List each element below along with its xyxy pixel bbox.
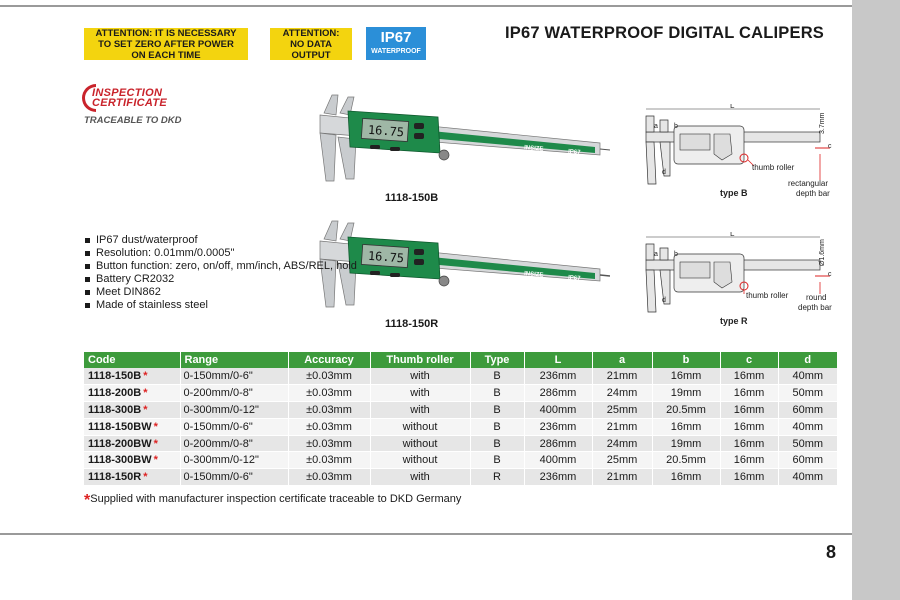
cell-code-value: 1118-300BW (88, 454, 152, 467)
cell-type (470, 402, 524, 419)
cell-d (778, 418, 838, 435)
cell-code (84, 452, 180, 469)
ip67-badge (366, 27, 426, 60)
cell-c (720, 452, 778, 469)
header-accuracy: Accuracy (288, 352, 370, 368)
cell-thumb-roller-value: without (402, 454, 438, 467)
diagram-r-dim-d: d (662, 297, 666, 304)
diagram-r-type-label: type R (720, 316, 748, 326)
cell-b (652, 469, 720, 486)
cell-accuracy (288, 402, 370, 419)
cell-a-value: 21mm (606, 370, 638, 383)
table-row (84, 385, 838, 402)
header-type: Type (470, 352, 524, 368)
cell-l (524, 402, 592, 419)
cell-b (652, 452, 720, 469)
diagram-b-thumb-label: thumb roller (752, 163, 795, 172)
cell-a (592, 368, 652, 385)
cell-thumb-roller-value: with (410, 370, 430, 383)
cell-thumb-roller (370, 452, 470, 469)
header-code: Code (84, 352, 180, 368)
cell-accuracy (288, 452, 370, 469)
diagram-r-dim-c: c (828, 271, 832, 278)
top-rule (0, 5, 852, 7)
feature-item: Resolution: 0.01mm/0.0005" (84, 247, 357, 260)
cell-b-value: 16mm (670, 471, 702, 484)
cell-c (720, 469, 778, 486)
cell-type-value: R (493, 471, 501, 484)
cell-type (470, 385, 524, 402)
cell-d-value: 60mm (792, 454, 824, 467)
cell-thumb-roller (370, 402, 470, 419)
cell-type (470, 368, 524, 385)
bottom-rule (0, 533, 852, 535)
cell-code-value: 1118-300B (88, 403, 142, 416)
rating-label-1: IP67 (567, 149, 581, 157)
cell-b-value: 16mm (670, 370, 702, 383)
footnote-text: Supplied with manufacturer inspection certificate traceable to DKD Germany (90, 493, 462, 505)
cell-b-value: 19mm (670, 437, 702, 450)
header-a: a (592, 352, 652, 368)
diagram-r-bar-label-1: round (806, 293, 827, 302)
cell-d (778, 469, 838, 486)
cell-type-value: B (493, 370, 501, 383)
cell-range-value: 0-300mm/0-12" (183, 454, 259, 467)
page-number: 8 (826, 542, 837, 562)
cell-c-value: 16mm (733, 454, 765, 467)
header-b: b (652, 352, 720, 368)
cell-d-value: 40mm (792, 471, 824, 484)
cell-l-value: 400mm (539, 454, 577, 467)
feature-item: IP67 dust/waterproof (84, 234, 357, 247)
cell-code (84, 469, 180, 486)
cell-a (592, 402, 652, 419)
cell-c (720, 435, 778, 452)
cell-range-value: 0-150mm/0-6" (183, 370, 253, 383)
cell-range-value: 0-150mm/0-6" (183, 471, 253, 484)
spec-table (84, 352, 838, 486)
cell-d (778, 435, 838, 452)
cell-range (180, 452, 288, 469)
cell-type (470, 418, 524, 435)
cell-type (470, 452, 524, 469)
diagram-b-type-label: type B (720, 188, 748, 198)
cell-thumb-roller-value: with (410, 403, 430, 416)
cell-accuracy-value: ±0.03mm (306, 471, 352, 484)
feature-item: Battery CR2032 (84, 273, 357, 286)
cell-thumb-roller-value: without (402, 420, 438, 433)
cell-thumb-roller (370, 385, 470, 402)
cell-code-value: 1118-150R (88, 471, 142, 484)
header-thumb-roller: Thumb roller (370, 352, 470, 368)
cell-range-value: 0-200mm/0-8" (183, 437, 253, 450)
cell-d-value: 40mm (792, 420, 824, 433)
cell-accuracy (288, 469, 370, 486)
feature-list (84, 234, 357, 312)
brand-label-1: INSIZE (523, 145, 544, 153)
table-row (84, 402, 838, 419)
cell-c (720, 418, 778, 435)
diagram-type-r (640, 232, 840, 327)
cell-b (652, 385, 720, 402)
table-row (84, 469, 838, 486)
cell-c-value: 16mm (733, 370, 765, 383)
rating-label-2: IP67 (567, 275, 581, 283)
cell-code-value: 1118-200B (88, 387, 142, 400)
cell-l-value: 236mm (539, 420, 577, 433)
header-c: c (720, 352, 778, 368)
cell-l (524, 435, 592, 452)
certificate-star-icon: * (143, 370, 148, 383)
cell-a-value: 25mm (606, 454, 638, 467)
cell-range-value: 0-200mm/0-8" (183, 387, 253, 400)
cell-accuracy (288, 368, 370, 385)
cell-a-value: 24mm (606, 437, 638, 450)
certificate-line2: CERTIFICATE (92, 97, 168, 109)
cell-d-value: 50mm (792, 437, 824, 450)
warning-data-label: ATTENTION: NO DATA OUTPUT (270, 28, 352, 60)
cell-type-value: B (493, 403, 501, 416)
cell-range (180, 402, 288, 419)
cell-code (84, 368, 180, 385)
diagram-r-side-dim: Ø1.6mm (819, 239, 826, 266)
cell-thumb-roller-value: with (410, 387, 430, 400)
cell-a (592, 418, 652, 435)
cell-type-value: B (493, 454, 501, 467)
spec-table-header-row (84, 352, 838, 368)
cell-a (592, 452, 652, 469)
header-l: L (524, 352, 592, 368)
diagram-b-dim-d: d (662, 169, 666, 176)
cell-d (778, 368, 838, 385)
cell-d-value: 60mm (792, 403, 824, 416)
cell-range-value: 0-150mm/0-6" (183, 420, 253, 433)
table-row (84, 368, 838, 385)
cell-accuracy-value: ±0.03mm (306, 387, 352, 400)
diagram-r-dim-a: a (654, 251, 658, 258)
cell-d-value: 40mm (792, 370, 824, 383)
cell-b-value: 16mm (670, 420, 702, 433)
certificate-star-icon: * (153, 454, 158, 467)
cell-d (778, 402, 838, 419)
cell-c (720, 385, 778, 402)
table-row (84, 452, 838, 469)
cell-code (84, 385, 180, 402)
cell-range (180, 469, 288, 486)
cell-code (84, 418, 180, 435)
cell-thumb-roller-value: with (410, 471, 430, 484)
cell-l (524, 452, 592, 469)
cell-accuracy (288, 385, 370, 402)
cell-b (652, 402, 720, 419)
header-d: d (778, 352, 838, 368)
cell-b (652, 418, 720, 435)
diagram-r-dim-l: L (730, 232, 735, 238)
cell-type-value: B (493, 437, 501, 450)
cell-a (592, 469, 652, 486)
cell-c-value: 16mm (733, 437, 765, 450)
cell-code-value: 1118-200BW (88, 437, 152, 450)
cell-d (778, 385, 838, 402)
brand-label-2: INSIZE (523, 271, 544, 279)
cell-range (180, 385, 288, 402)
cell-accuracy-value: ±0.03mm (306, 370, 352, 383)
cell-b-value: 20.5mm (666, 454, 706, 467)
cell-thumb-roller (370, 469, 470, 486)
cell-code (84, 402, 180, 419)
warning-zero-label: ATTENTION: IT IS NECESSARY TO SET ZERO AFTER POWER ON EACH TIME (84, 28, 248, 60)
diagram-b-dim-b: b (674, 123, 678, 130)
page-side-margin (852, 0, 900, 600)
certificate-trace: TRACEABLE TO DKD (84, 115, 182, 126)
header-range: Range (180, 352, 288, 368)
cell-d-value: 50mm (792, 387, 824, 400)
feature-item: Button function: zero, on/off, mm/inch, ABS/REL, hold (84, 260, 357, 273)
certificate-star-icon: * (153, 437, 158, 450)
cell-b (652, 435, 720, 452)
diagram-b-side-dim: 3.7mm (819, 112, 826, 134)
cell-l (524, 469, 592, 486)
cell-l-value: 236mm (539, 471, 577, 484)
cell-range (180, 418, 288, 435)
cell-l-value: 236mm (539, 370, 577, 383)
cell-thumb-roller (370, 418, 470, 435)
cell-accuracy-value: ±0.03mm (306, 420, 352, 433)
diagram-r-thumb-label: thumb roller (746, 291, 789, 300)
cell-range (180, 435, 288, 452)
cell-type (470, 435, 524, 452)
cell-accuracy (288, 435, 370, 452)
cell-thumb-roller (370, 368, 470, 385)
cell-range-value: 0-300mm/0-12" (183, 403, 259, 416)
cell-d (778, 452, 838, 469)
feature-item: Meet DIN862 (84, 286, 357, 299)
certificate-star-icon: * (153, 420, 158, 433)
cell-b (652, 368, 720, 385)
certificate-star-icon: * (143, 387, 148, 400)
cell-c (720, 368, 778, 385)
cell-code (84, 435, 180, 452)
cell-a-value: 24mm (606, 387, 638, 400)
cell-l-value: 400mm (539, 403, 577, 416)
cell-a (592, 435, 652, 452)
diagram-r-dim-b: b (674, 251, 678, 258)
cell-l-value: 286mm (539, 387, 577, 400)
cell-accuracy (288, 418, 370, 435)
cell-c-value: 16mm (733, 420, 765, 433)
diagram-type-b (640, 104, 840, 199)
cell-a-value: 21mm (606, 420, 638, 433)
ip67-badge-sub: WATERPROOF (371, 48, 421, 55)
model-label-2: 1118-150R (385, 318, 439, 330)
certificate-star-icon: * (143, 471, 148, 484)
cell-thumb-roller (370, 435, 470, 452)
diagram-b-dim-a: a (654, 123, 658, 130)
cell-code-value: 1118-150BW (88, 420, 152, 433)
model-label-1: 1118-150B (385, 192, 439, 204)
cell-l (524, 368, 592, 385)
inspection-certificate-logo (82, 84, 181, 126)
table-row (84, 435, 838, 452)
footnote (84, 492, 461, 510)
cell-a-value: 25mm (606, 403, 638, 416)
cell-c (720, 402, 778, 419)
certificate-star-icon: * (143, 403, 148, 416)
ip67-badge-title: IP67 (380, 29, 412, 46)
display-reading-2: 16.75 (367, 248, 405, 266)
cell-a (592, 385, 652, 402)
table-row (84, 418, 838, 435)
cell-type (470, 469, 524, 486)
cell-type-value: B (493, 420, 501, 433)
cell-c-value: 16mm (733, 387, 765, 400)
cell-accuracy-value: ±0.03mm (306, 437, 352, 450)
diagram-b-bar-label-1: rectangular (788, 179, 829, 188)
cell-l (524, 418, 592, 435)
cell-b-value: 19mm (670, 387, 702, 400)
page-title: IP67 WATERPROOF DIGITAL CALIPERS (505, 24, 825, 42)
footnote-star-icon: * (84, 492, 91, 509)
cell-c-value: 16mm (733, 471, 765, 484)
cell-code-value: 1118-150B (88, 370, 142, 383)
cell-b-value: 20.5mm (666, 403, 706, 416)
diagram-b-dim-l: L (730, 104, 735, 110)
diagram-b-bar-label-2: depth bar (796, 189, 830, 198)
cell-l-value: 286mm (539, 437, 577, 450)
feature-item: Made of stainless steel (84, 299, 357, 312)
certificate-line1: INSPECTION (92, 87, 163, 99)
cell-l (524, 385, 592, 402)
display-reading-1: 16.75 (367, 122, 405, 140)
diagram-b-dim-c: c (828, 143, 832, 150)
diagram-r-bar-label-2: depth bar (798, 303, 832, 312)
cell-c-value: 16mm (733, 403, 765, 416)
cell-a-value: 21mm (606, 471, 638, 484)
cell-accuracy-value: ±0.03mm (306, 403, 352, 416)
cell-type-value: B (493, 387, 501, 400)
cell-accuracy-value: ±0.03mm (306, 454, 352, 467)
caliper-image-1118-150b (310, 93, 610, 188)
cell-thumb-roller-value: without (402, 437, 438, 450)
cell-range (180, 368, 288, 385)
